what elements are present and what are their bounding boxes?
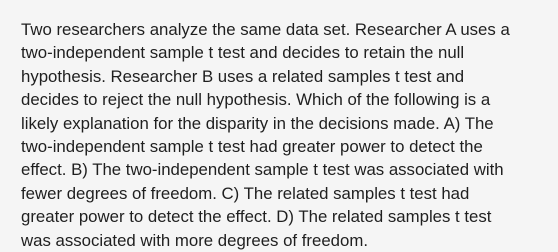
question-line: fewer degrees of freedom. C) The related samples t test had (21, 183, 470, 203)
question-line: was associated with more degrees of freedom. (21, 230, 368, 250)
question-line: decides to reject the null hypothesis. Which of the following is a (21, 90, 491, 110)
question-line: two-independent sample t test and decides to retain the null (21, 43, 465, 63)
question-line: likely explanation for the disparity in the decisions made. A) The (21, 113, 494, 133)
question-text (21, 18, 541, 252)
question-line: Two researchers analyze the same data set. Researcher A uses a (21, 20, 510, 39)
question-line: hypothesis. Researcher B uses a related samples t test and (21, 66, 465, 86)
question-line: two-independent sample t test had greater power to detect the (21, 137, 483, 157)
question-line: effect. B) The two-independent sample t test was associated with (21, 160, 504, 180)
question-line: greater power to detect the effect. D) The related samples t test (21, 207, 492, 227)
